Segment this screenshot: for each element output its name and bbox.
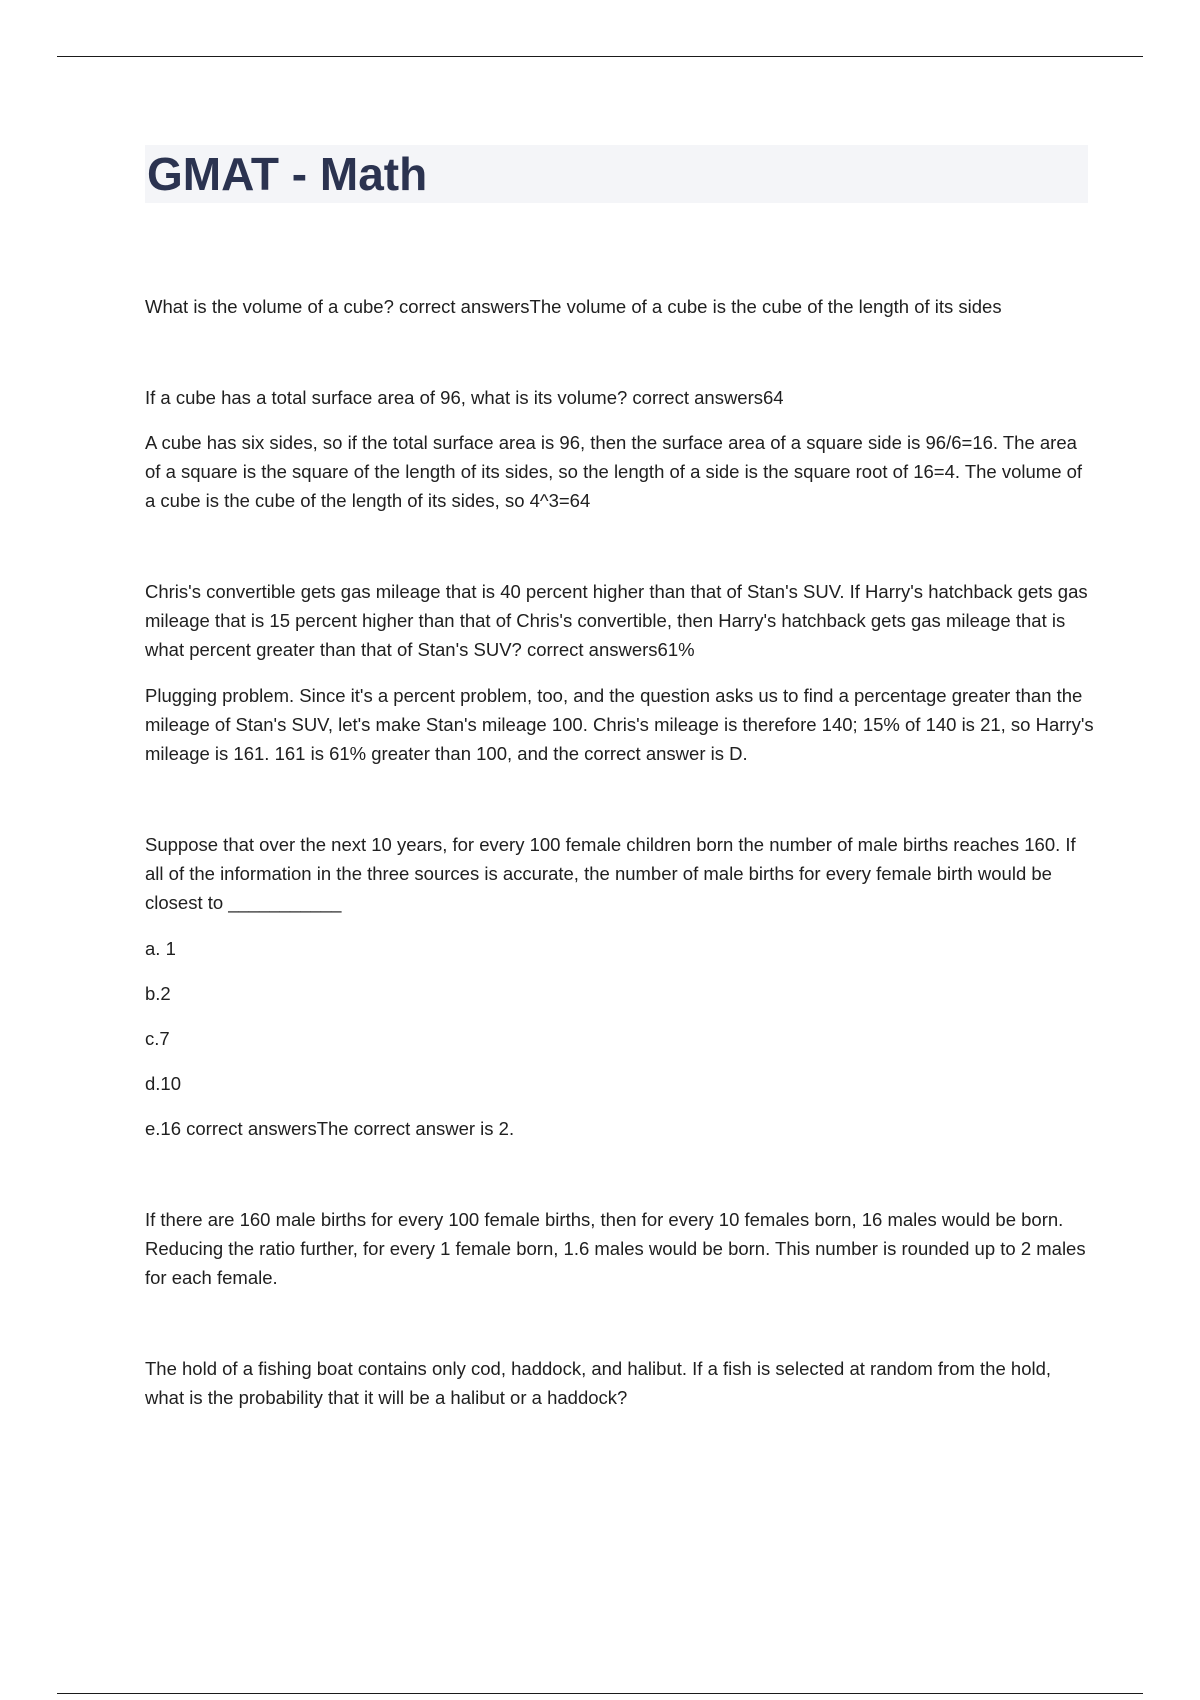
question-text: If a cube has a total surface area of 96, what is its volume? correct answers64 — [145, 387, 784, 408]
option-text: a. 1 — [145, 938, 176, 959]
question-text: What is the volume of a cube? correct answersThe volume of a cube is the cube of the length of its sides — [145, 296, 1002, 317]
answer-option-e — [145, 1114, 1095, 1143]
question-cube-surface-area — [145, 383, 1095, 412]
answer-option-a — [145, 934, 1095, 963]
question-gas-mileage — [145, 577, 1095, 664]
bottom-rule — [57, 1693, 1143, 1694]
explanation-gas-mileage — [145, 681, 1099, 768]
question-text: Chris's convertible gets gas mileage that is 40 percent higher than that of Stan's SUV. If Harry's hatchback gets gas mileage that is 15 percent higher than that of Chris's convertible, then Harry's hatchback gets gas mileage that is what percent greater than that of Stan's SUV? correct answers61% — [145, 581, 1093, 660]
answer-option-b — [145, 979, 1095, 1008]
question-volume-of-cube — [145, 292, 1095, 321]
page-title: GMAT - Math — [147, 148, 428, 200]
explanation-cube-surface-area — [145, 428, 1095, 515]
question-fishing-boat — [145, 1354, 1095, 1412]
option-text: e.16 correct answersThe correct answer is 2. — [145, 1118, 515, 1139]
explanation-text: A cube has six sides, so if the total surface area is 96, then the surface area of a square side is 96/6=16. The area of a square is the square of the length of its sides, so the length of a side is the square root of 16=4. The volume of a cube is the cube of the length of its sides, so 4^3=64 — [145, 432, 1088, 511]
question-male-births — [145, 830, 1095, 917]
option-text: d.10 — [145, 1073, 182, 1094]
question-text: Suppose that over the next 10 years, for every 100 female children born the number of male births reaches 160. If all of the information in the three sources is accurate, the number of male births for every female birth would be closest to ___________ — [145, 834, 1081, 913]
explanation-male-births — [145, 1205, 1095, 1292]
option-text: b.2 — [145, 983, 171, 1004]
top-rule — [57, 56, 1143, 57]
explanation-text: Plugging problem. Since it's a percent problem, too, and the question asks us to find a percentage greater than the mileage of Stan's SUV, let's make Stan's mileage 100. Chris's mileage is therefore 140; 15% of 140 is 21, so Harry's mileage is 161. 161 is 61% greater than 100, and the correct answer is D. — [145, 685, 1099, 764]
option-text: c.7 — [145, 1028, 170, 1049]
answer-option-c — [145, 1024, 1095, 1053]
title-banner — [145, 145, 1088, 203]
answer-option-d — [145, 1069, 1095, 1098]
explanation-text: If there are 160 male births for every 100 female births, then for every 10 females born, 16 males would be born. Reducing the ratio further, for every 1 female born, 1.6 males would be born. This number is rounded up to 2 males for each female. — [145, 1209, 1091, 1288]
question-text: The hold of a fishing boat contains only cod, haddock, and halibut. If a fish is selected at random from the hold, what is the probability that it will be a halibut or a haddock? — [145, 1358, 1057, 1408]
